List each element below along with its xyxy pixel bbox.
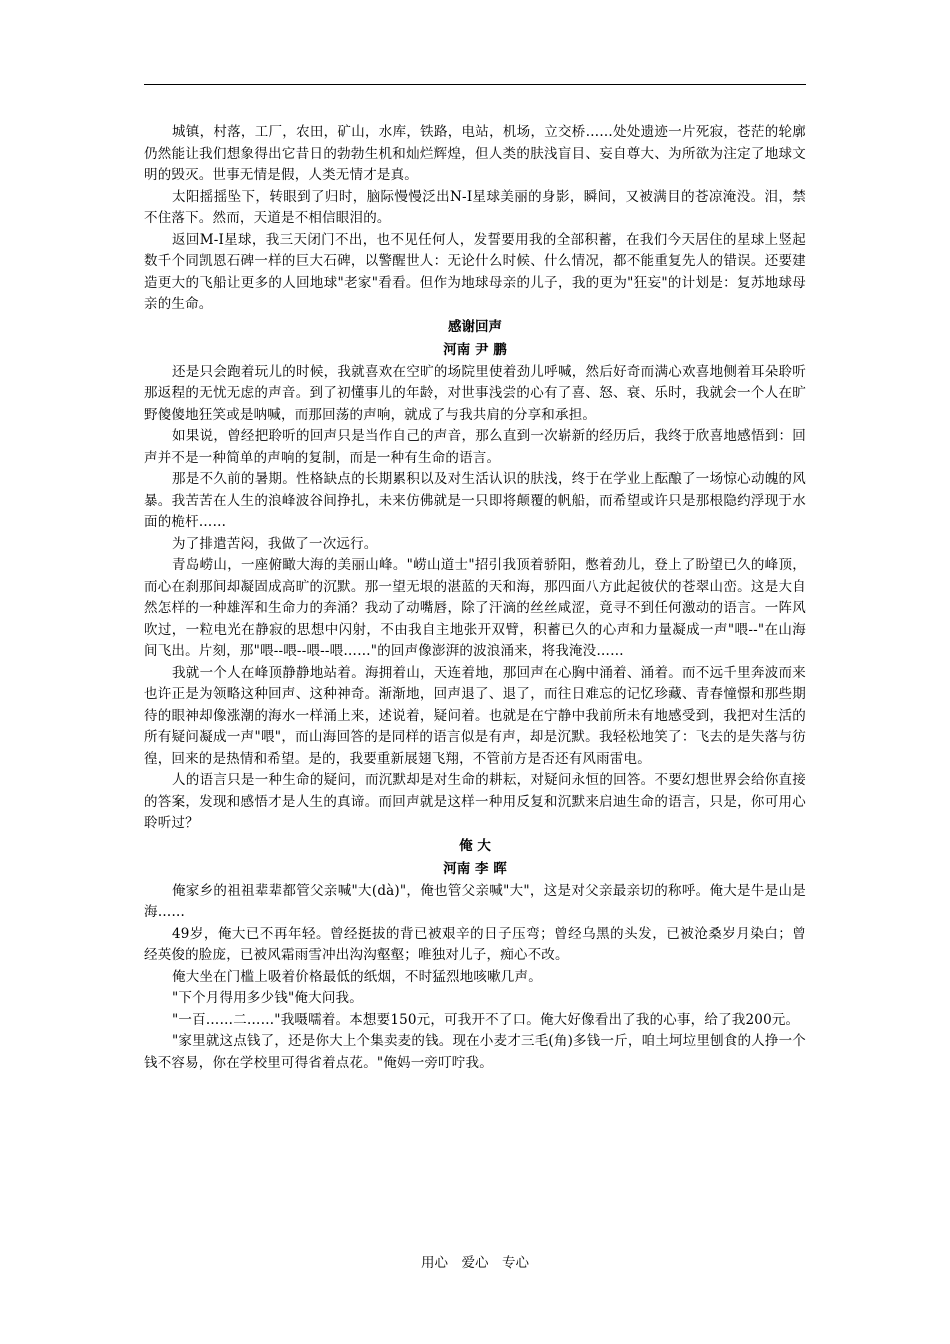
paragraph: "下个月得用多少钱"俺大问我。 — [172, 990, 363, 1006]
article-title: 俺 大 — [459, 837, 491, 854]
paragraph: 我就一个人在峰顶静静地站着。海拥着山，天连着地，那回声在心胸中涌着、涌着。而不远千里奔波而来也许正是为领略这种回声、这种神奇。渐渐地，回声退了、退了，而往日难忘的记忆珍藏、青春憧憬和那些期待的眼神却像涨潮的海水一样涌上来，述说着，疑问着。也就是在宁静中我前所未有地感受到，我把对生活的所有疑问凝成一声"喂"，而山海回答的是同样的语言似是有声，却是沉默。我轻松地笑了：飞去的是失落与彷徨，回来的是热情和希望。是的，我要重新展翅飞翔，不管前方是否还有风雨雷电。 — [144, 664, 806, 767]
paragraph: 人的语言只是一种生命的疑问，而沉默却是对生命的耕耘，对疑问永恒的回答。不要幻想世界会给你直接的答案，发现和感悟才是人生的真谛。而回声就是这样一种用反复和沉默来启迪生命的语言，只是，你可用心聆听过？ — [144, 772, 806, 831]
paragraph: 俺家乡的祖祖辈辈都管父亲喊"大(dà)"，俺也管父亲喊"大"，这是对父亲最亲切的称呼。俺大是牛是山是海…… — [144, 882, 806, 920]
paragraph: 为了排遣苦闷，我做了一次远行。 — [172, 535, 378, 552]
header-rule — [144, 84, 806, 85]
paragraph: 太阳摇摇坠下，转眼到了归时，脑际慢慢泛出N-I星球美丽的身影，瞬间，又被满目的苍凉淹没。泪，禁不住落下。然而，天道是不相信眼泪的。 — [144, 188, 806, 226]
section-echo — [144, 316, 806, 835]
section-father — [144, 835, 806, 1075]
paragraph: 青岛崂山，一座俯瞰大海的美丽山峰。"崂山道士"招引我顶着骄阳，憋着劲儿，登上了盼望已久的峰顶，而心在刹那间却凝固成高旷的沉默。那一望无垠的湛蓝的天和海，那四面八方此起彼伏的苍翠山峦。这是大自然怎样的一种雄浑和生命力的奔涌？我动了动嘴唇，除了汗滴的丝丝咸涩，竟寻不到任何激动的语言。一阵风吹过，一粒电光在静寂的思想中闪射，不由我自主地张开双臂，积蓄已久的心声和力量凝成一声"喂--"在山海间飞出。片刻，那"喂--喂--喂--喂……"的回声像澎湃的波浪涌来，将我淹没…… — [144, 557, 806, 659]
section-continuation — [144, 122, 806, 316]
paragraph: 返回M-I星球，我三天闭门不出，也不见任何人，发誓要用我的全部积蓄，在我们今天居住的星球上竖起数千个同凯恩石碑一样的巨大石碑，以警醒世人：无论什么时候、什么情况，都不能重复先人的错误。还要建造更大的飞船让更多的人回地球"老家"看看。但作为地球母亲的儿子，我的更为"狂妄"的计划是：复苏地球母亲的生命。 — [144, 231, 806, 312]
page-footer: 用心 爱心 专心 — [421, 1255, 529, 1271]
paragraph: 49岁，俺大已不再年轻。曾经挺拔的背已被艰辛的日子压弯；曾经乌黑的头发，已被沧桑岁月染白；曾经英俊的脸庞，已被风霜雨雪冲出沟沟壑壑；唯独对儿子，痴心不改。 — [144, 925, 806, 963]
paragraph: 那是不久前的暑期。性格缺点的长期累积以及对生活认识的肤浅，终于在学业上酝酿了一场惊心动魄的风暴。我苦苦在人生的浪峰波谷间挣扎，未来仿佛就是一只即将颠覆的帆船，而希望或许只是那根隐约浮现于水面的桅杆…… — [144, 471, 806, 530]
paragraph: "一百……二……"我嗫嚅着。本想要150元，可我开不了口。俺大好像看出了我的心事，给了我200元。 — [172, 1011, 800, 1028]
article-author: 河南 李 晖 — [443, 860, 507, 877]
article-author: 河南 尹 鹏 — [443, 341, 507, 358]
paragraph: 城镇，村落，工厂，农田，矿山，水库，铁路，电站，机场，立交桥……处处遗迹一片死寂，苍茫的轮廓仍然能让我们想象得出它昔日的勃勃生机和灿烂辉煌，但人类的肤浅盲目、妄自尊大、为所欲为注定了地球文明的毁灭。世事无情是假，人类无情才是真。 — [144, 124, 806, 183]
paragraph: 俺大坐在门槛上吸着价格最低的纸烟，不时猛烈地咳嗽几声。 — [172, 968, 542, 985]
paragraph: 还是只会跑着玩儿的时候，我就喜欢在空旷的场院里使着劲儿呼喊，然后好奇而满心欢喜地侧着耳朵聆听那返程的无忧无虑的声音。到了初懂事儿的年龄，对世事浅尝的心有了喜、怒、衰、乐时，我就会一个人在旷野傻傻地狂笑或是呐喊，而那回荡的声响，就成了与我共肩的分享和承担。 — [144, 363, 806, 423]
paragraph: 如果说，曾经把聆听的回声只是当作自己的声音，那么直到一次崭新的经历后，我终于欣喜地感悟到：回声并不是一种简单的声响的复制，而是一种有生命的语言。 — [144, 428, 806, 466]
article-title: 感谢回声 — [448, 318, 502, 335]
paragraph: "家里就这点钱了，还是你大上个集卖麦的钱。现在小麦才三毛(角)多钱一斤，咱土坷垃里刨食的人挣一个钱不容易，你在学校里可得省着点花。"俺妈一旁叮咛我。 — [144, 1033, 806, 1071]
page-body — [144, 122, 806, 1074]
